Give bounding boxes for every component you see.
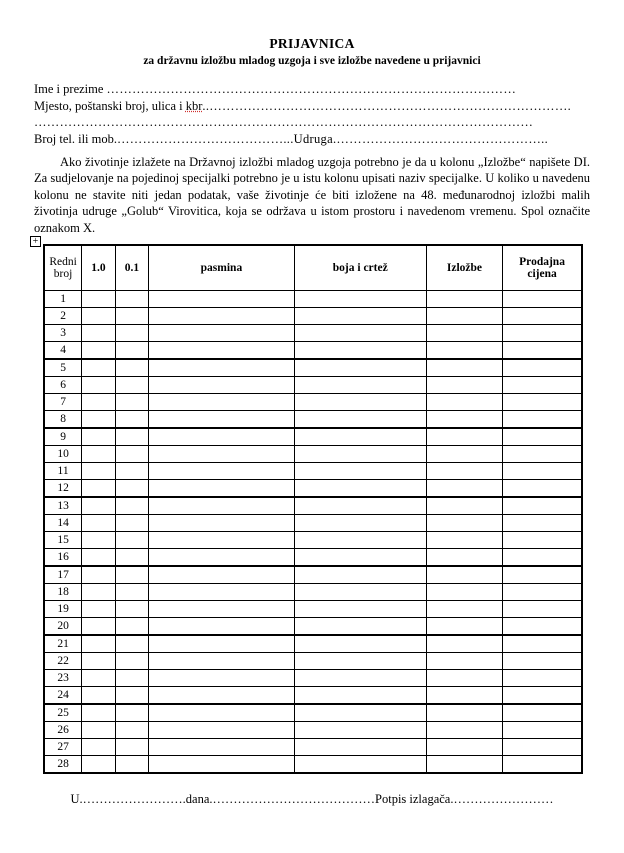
table-row[interactable]: [44, 549, 582, 567]
female-count-cell[interactable]: [115, 532, 149, 549]
male-count-cell[interactable]: [82, 394, 116, 411]
female-count-cell[interactable]: [115, 618, 149, 636]
sale-price-cell[interactable]: [503, 463, 582, 480]
table-row[interactable]: [44, 687, 582, 705]
row-number-cell: 3: [44, 325, 82, 342]
male-count-cell[interactable]: [82, 411, 116, 429]
female-count-cell[interactable]: [115, 687, 149, 705]
exhibitions-cell[interactable]: [426, 601, 502, 618]
breed-cell[interactable]: [149, 342, 294, 360]
row-number-cell: 14: [44, 515, 82, 532]
exhibitions-cell[interactable]: [426, 411, 502, 429]
male-count-cell[interactable]: [82, 739, 116, 756]
breed-cell[interactable]: [149, 428, 294, 446]
breed-cell[interactable]: [149, 722, 294, 739]
expand-plus-icon[interactable]: +: [30, 236, 41, 247]
table-row[interactable]: [44, 342, 582, 360]
male-count-cell[interactable]: [82, 618, 116, 636]
sale-price-cell[interactable]: [503, 566, 582, 584]
female-count-cell[interactable]: [115, 566, 149, 584]
row-number-cell: 12: [44, 480, 82, 498]
row-number-cell: 27: [44, 739, 82, 756]
table-row[interactable]: [44, 428, 582, 446]
field-address-continuation-dots[interactable]: ………………………………………………………………………………………………………: [34, 115, 534, 129]
table-row[interactable]: [44, 704, 582, 722]
sale-price-cell[interactable]: [503, 428, 582, 446]
table-row[interactable]: [44, 411, 582, 429]
color-drawing-cell[interactable]: [294, 670, 426, 687]
male-count-cell[interactable]: [82, 325, 116, 342]
sale-price-cell[interactable]: [503, 497, 582, 515]
table-row[interactable]: [44, 670, 582, 687]
table-row[interactable]: [44, 722, 582, 739]
table-row[interactable]: [44, 653, 582, 670]
male-count-cell[interactable]: [82, 497, 116, 515]
table-row[interactable]: [44, 756, 582, 774]
table-row[interactable]: [44, 635, 582, 653]
male-count-cell[interactable]: [82, 670, 116, 687]
sale-price-cell[interactable]: [503, 549, 582, 567]
breed-cell[interactable]: [149, 549, 294, 567]
breed-cell[interactable]: [149, 670, 294, 687]
male-count-cell[interactable]: [82, 722, 116, 739]
female-count-cell[interactable]: [115, 377, 149, 394]
field-address-spellcheck-word: kbr: [185, 98, 203, 113]
color-drawing-cell[interactable]: [294, 446, 426, 463]
row-number-cell: 10: [44, 446, 82, 463]
male-count-cell[interactable]: [82, 359, 116, 377]
exhibitions-cell[interactable]: [426, 428, 502, 446]
female-count-cell[interactable]: [115, 359, 149, 377]
exhibitions-cell[interactable]: [426, 394, 502, 411]
exhibitions-cell[interactable]: [426, 480, 502, 498]
sale-price-cell[interactable]: [503, 411, 582, 429]
female-count-cell[interactable]: [115, 480, 149, 498]
breed-cell[interactable]: [149, 463, 294, 480]
exhibitions-cell[interactable]: [426, 532, 502, 549]
row-number-cell: 22: [44, 653, 82, 670]
color-drawing-cell[interactable]: [294, 756, 426, 774]
male-count-cell[interactable]: [82, 635, 116, 653]
field-phone-label: Broj tel. ili mob.: [34, 131, 117, 146]
header-rowno: Redni broj: [44, 245, 82, 291]
sale-price-cell[interactable]: [503, 308, 582, 325]
color-drawing-cell[interactable]: [294, 704, 426, 722]
breed-cell[interactable]: [149, 618, 294, 636]
color-drawing-cell[interactable]: [294, 722, 426, 739]
row-number-cell: 20: [44, 618, 82, 636]
sale-price-cell[interactable]: [503, 739, 582, 756]
breed-cell[interactable]: [149, 291, 294, 308]
sale-price-cell[interactable]: [503, 291, 582, 308]
exhibitions-cell[interactable]: [426, 653, 502, 670]
table-row[interactable]: [44, 325, 582, 342]
female-count-cell[interactable]: [115, 739, 149, 756]
breed-cell[interactable]: [149, 601, 294, 618]
table-row[interactable]: [44, 618, 582, 636]
document-page: [0, 36, 624, 853]
table-head: [44, 245, 582, 291]
breed-cell[interactable]: [149, 584, 294, 601]
field-address-continuation-row: [34, 114, 590, 131]
row-number-cell: 4: [44, 342, 82, 360]
sale-price-cell[interactable]: [503, 394, 582, 411]
exhibitions-cell[interactable]: [426, 722, 502, 739]
table-row[interactable]: [44, 308, 582, 325]
sale-price-cell[interactable]: [503, 722, 582, 739]
color-drawing-cell[interactable]: [294, 532, 426, 549]
male-count-cell[interactable]: [82, 428, 116, 446]
female-count-cell[interactable]: [115, 342, 149, 360]
male-count-cell[interactable]: [82, 480, 116, 498]
color-drawing-cell[interactable]: [294, 308, 426, 325]
sale-price-cell[interactable]: [503, 532, 582, 549]
breed-cell[interactable]: [149, 515, 294, 532]
table-row[interactable]: [44, 377, 582, 394]
sale-price-cell[interactable]: [503, 756, 582, 774]
exhibitions-cell[interactable]: [426, 687, 502, 705]
color-drawing-cell[interactable]: [294, 480, 426, 498]
female-count-cell[interactable]: [115, 291, 149, 308]
exhibitions-cell[interactable]: [426, 446, 502, 463]
row-number-cell: 9: [44, 428, 82, 446]
sale-price-cell[interactable]: [503, 601, 582, 618]
field-phone-dots[interactable]: …………………………………...Udruga.…………………………………………..: [116, 131, 549, 146]
exhibitions-cell[interactable]: [426, 566, 502, 584]
color-drawing-cell[interactable]: [294, 653, 426, 670]
sale-price-cell[interactable]: [503, 670, 582, 687]
female-count-cell[interactable]: [115, 549, 149, 567]
color-drawing-cell[interactable]: [294, 394, 426, 411]
sale-price-cell[interactable]: [503, 618, 582, 636]
color-drawing-cell[interactable]: [294, 325, 426, 342]
table-row[interactable]: [44, 446, 582, 463]
exhibitions-cell[interactable]: [426, 756, 502, 774]
female-count-cell[interactable]: [115, 653, 149, 670]
color-drawing-cell[interactable]: [294, 463, 426, 480]
table-row[interactable]: [44, 394, 582, 411]
male-count-cell[interactable]: [82, 601, 116, 618]
exhibitions-cell[interactable]: [426, 670, 502, 687]
color-drawing-cell[interactable]: [294, 549, 426, 567]
row-number-cell: 7: [44, 394, 82, 411]
table-row[interactable]: [44, 291, 582, 308]
breed-cell[interactable]: [149, 480, 294, 498]
female-count-cell[interactable]: [115, 722, 149, 739]
exhibitions-cell[interactable]: [426, 739, 502, 756]
male-count-cell[interactable]: [82, 463, 116, 480]
breed-cell[interactable]: [149, 394, 294, 411]
color-drawing-cell[interactable]: [294, 497, 426, 515]
color-drawing-cell[interactable]: [294, 411, 426, 429]
color-drawing-cell[interactable]: [294, 359, 426, 377]
row-number-cell: 21: [44, 635, 82, 653]
breed-cell[interactable]: [149, 325, 294, 342]
male-count-cell[interactable]: [82, 291, 116, 308]
female-count-cell[interactable]: [115, 308, 149, 325]
field-address-label: Mjesto, poštanski broj, ulica i: [34, 98, 186, 113]
female-count-cell[interactable]: [115, 446, 149, 463]
female-count-cell[interactable]: [115, 463, 149, 480]
field-name-label: Ime i prezime: [34, 82, 107, 96]
exhibitions-cell[interactable]: [426, 308, 502, 325]
color-drawing-cell[interactable]: [294, 584, 426, 601]
row-number-cell: 26: [44, 722, 82, 739]
color-drawing-cell[interactable]: [294, 635, 426, 653]
row-number-cell: 23: [44, 670, 82, 687]
table-row[interactable]: [44, 566, 582, 584]
instructions-text: Ako životinje izlažete na Državnoj izložbi mladog uzgoja potrebno je da u kolonu „Izložbe“ napišete DI. Za sudjelovanje na pojedinoj specijalki potrebno je u istu kolonu upisati naziv specijalke. U koliko u navedenu kolonu ne stavite niti jedan podatak, vaše životinje će biti izložene na 48. međunarodnoj izložbi malih životinja udruge „Golub“ Virovitica, koja se održava u istom prostoru i navedenom vremenu. Spol označite oznakom X.: [34, 155, 590, 235]
sale-price-cell[interactable]: [503, 653, 582, 670]
male-count-cell[interactable]: [82, 704, 116, 722]
female-count-cell[interactable]: [115, 411, 149, 429]
breed-cell[interactable]: [149, 687, 294, 705]
table-row[interactable]: [44, 601, 582, 618]
female-count-cell[interactable]: [115, 394, 149, 411]
exhibitions-cell[interactable]: [426, 515, 502, 532]
table-row[interactable]: [44, 480, 582, 498]
table-header-row: [44, 245, 582, 291]
page-subtitle: za državnu izložbu mladog uzgoja i sve izložbe navedene u prijavnici: [143, 55, 481, 67]
table-row[interactable]: [44, 739, 582, 756]
row-number-cell: 19: [44, 601, 82, 618]
row-number-cell: 17: [44, 566, 82, 584]
sale-price-cell[interactable]: [503, 446, 582, 463]
breed-cell[interactable]: [149, 756, 294, 774]
male-count-cell[interactable]: [82, 653, 116, 670]
table-row[interactable]: [44, 463, 582, 480]
sale-price-cell[interactable]: [503, 342, 582, 360]
row-number-cell: 13: [44, 497, 82, 515]
header-color-drawing: boja i crtež: [294, 245, 426, 291]
breed-cell[interactable]: [149, 446, 294, 463]
male-count-cell[interactable]: [82, 549, 116, 567]
male-count-cell[interactable]: [82, 532, 116, 549]
color-drawing-cell[interactable]: [294, 739, 426, 756]
row-number-cell: 25: [44, 704, 82, 722]
table-row[interactable]: [44, 584, 582, 601]
male-count-cell[interactable]: [82, 584, 116, 601]
breed-cell[interactable]: [149, 497, 294, 515]
color-drawing-cell[interactable]: [294, 342, 426, 360]
breed-cell[interactable]: [149, 635, 294, 653]
exhibitions-cell[interactable]: [426, 325, 502, 342]
row-number-cell: 24: [44, 687, 82, 705]
row-number-cell: 5: [44, 359, 82, 377]
breed-cell[interactable]: [149, 411, 294, 429]
table-row[interactable]: [44, 497, 582, 515]
color-drawing-cell[interactable]: [294, 601, 426, 618]
sale-price-cell[interactable]: [503, 704, 582, 722]
female-count-cell[interactable]: [115, 497, 149, 515]
row-number-cell: 28: [44, 756, 82, 774]
female-count-cell[interactable]: [115, 428, 149, 446]
instructions-paragraph: [34, 154, 590, 236]
field-phone-row: [34, 131, 590, 148]
sale-price-cell[interactable]: [503, 325, 582, 342]
female-count-cell[interactable]: [115, 325, 149, 342]
table-row[interactable]: [44, 532, 582, 549]
row-number-cell: 1: [44, 291, 82, 308]
female-count-cell[interactable]: [115, 515, 149, 532]
row-number-cell: 18: [44, 584, 82, 601]
breed-cell[interactable]: [149, 532, 294, 549]
sale-price-cell[interactable]: [503, 584, 582, 601]
exhibitions-cell[interactable]: [426, 377, 502, 394]
row-number-cell: 15: [44, 532, 82, 549]
sale-price-cell[interactable]: [503, 687, 582, 705]
header-sale-price: Prodajna cijena: [503, 245, 582, 291]
exhibitions-cell[interactable]: [426, 704, 502, 722]
sale-price-cell[interactable]: [503, 359, 582, 377]
color-drawing-cell[interactable]: [294, 515, 426, 532]
page-title: PRIJAVNICA: [269, 36, 355, 51]
header-exhibitions: Izložbe: [426, 245, 502, 291]
breed-cell[interactable]: [149, 653, 294, 670]
female-count-cell[interactable]: [115, 756, 149, 774]
female-count-cell[interactable]: [115, 670, 149, 687]
table-body: [44, 291, 582, 774]
breed-cell[interactable]: [149, 739, 294, 756]
male-count-cell[interactable]: [82, 566, 116, 584]
sale-price-cell[interactable]: [503, 377, 582, 394]
male-count-cell[interactable]: [82, 342, 116, 360]
header-male: 1.0: [82, 245, 116, 291]
signature-line[interactable]: U.…………………….dana.…………………………………Potpis izlagača.……………………: [70, 792, 554, 807]
female-count-cell[interactable]: [115, 584, 149, 601]
table-row[interactable]: [44, 515, 582, 532]
exhibitions-cell[interactable]: [426, 359, 502, 377]
breed-cell[interactable]: [149, 359, 294, 377]
female-count-cell[interactable]: [115, 601, 149, 618]
color-drawing-cell[interactable]: [294, 618, 426, 636]
male-count-cell[interactable]: [82, 687, 116, 705]
breed-cell[interactable]: [149, 566, 294, 584]
male-count-cell[interactable]: [82, 446, 116, 463]
form-fields: [34, 81, 590, 147]
row-number-cell: 11: [44, 463, 82, 480]
color-drawing-cell[interactable]: [294, 291, 426, 308]
male-count-cell[interactable]: [82, 308, 116, 325]
field-address-dots[interactable]: ..………………………………………………………………………….: [202, 98, 572, 113]
color-drawing-cell[interactable]: [294, 377, 426, 394]
header-breed: pasmina: [149, 245, 294, 291]
color-drawing-cell[interactable]: [294, 428, 426, 446]
exhibitions-cell[interactable]: [426, 584, 502, 601]
male-count-cell[interactable]: [82, 377, 116, 394]
color-drawing-cell[interactable]: [294, 566, 426, 584]
female-count-cell[interactable]: [115, 635, 149, 653]
exhibitions-cell[interactable]: [426, 291, 502, 308]
table-row[interactable]: [44, 359, 582, 377]
header-female: 0.1: [115, 245, 149, 291]
row-number-cell: 2: [44, 308, 82, 325]
male-count-cell[interactable]: [82, 756, 116, 774]
female-count-cell[interactable]: [115, 704, 149, 722]
row-number-cell: 6: [44, 377, 82, 394]
row-number-cell: 16: [44, 549, 82, 567]
exhibitions-cell[interactable]: [426, 463, 502, 480]
breed-cell[interactable]: [149, 704, 294, 722]
sale-price-cell[interactable]: [503, 515, 582, 532]
row-number-cell: 8: [44, 411, 82, 429]
breed-cell[interactable]: [149, 308, 294, 325]
exhibitions-cell[interactable]: [426, 635, 502, 653]
exhibitions-cell[interactable]: [426, 549, 502, 567]
exhibitions-cell[interactable]: [426, 497, 502, 515]
sale-price-cell[interactable]: [503, 480, 582, 498]
exhibitions-cell[interactable]: [426, 618, 502, 636]
breed-cell[interactable]: [149, 377, 294, 394]
field-name-row: [34, 81, 590, 98]
field-name-dots[interactable]: ……………………………………………………………………………………: [106, 82, 517, 96]
color-drawing-cell[interactable]: [294, 687, 426, 705]
entries-table: [43, 244, 583, 774]
sale-price-cell[interactable]: [503, 635, 582, 653]
field-address-row: [34, 98, 590, 115]
male-count-cell[interactable]: [82, 515, 116, 532]
exhibitions-cell[interactable]: [426, 342, 502, 360]
